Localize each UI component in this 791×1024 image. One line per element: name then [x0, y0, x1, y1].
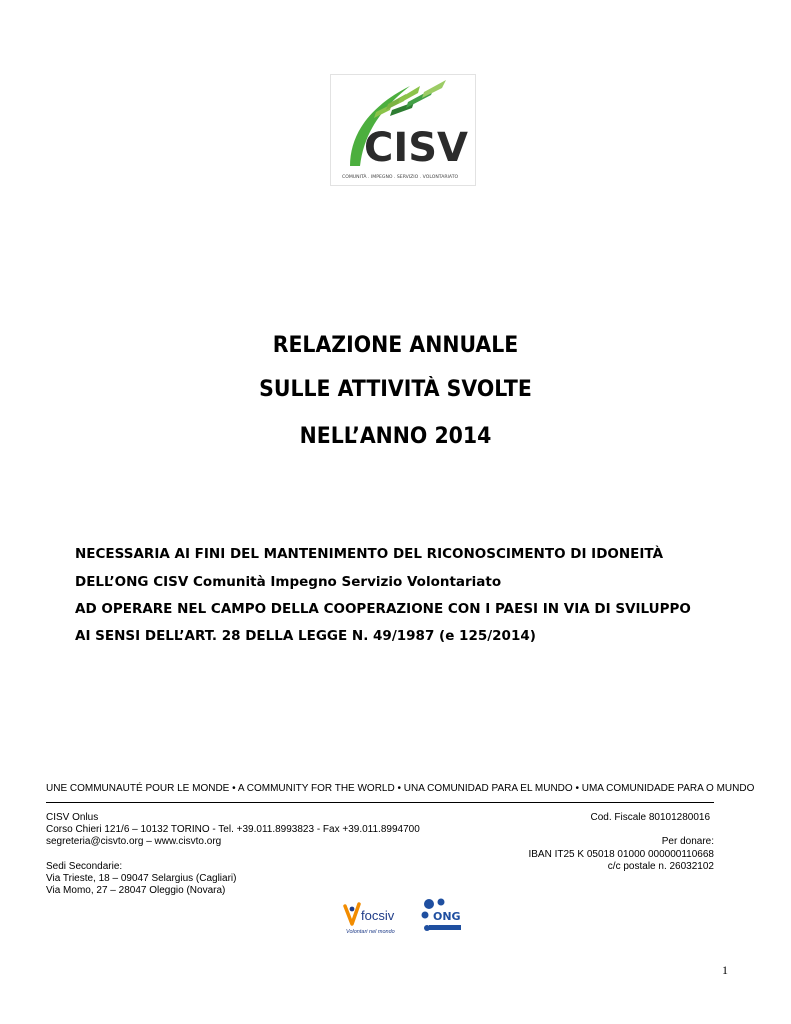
- donate-heading: Per donare:: [661, 836, 714, 847]
- logo-tagline: COMUNITÀ . IMPEGNO . SERVIZIO . VOLONTARIATO: [342, 175, 459, 180]
- focsiv-logo: [343, 900, 403, 936]
- org-address: Corso Chieri 121/6 – 10132 TORINO - Tel. +39.011.8993823 - Fax +39.011.8994700: [46, 824, 420, 835]
- subtitle-line-4: AI SENSI DELL’ART. 28 DELLA LEGGE N. 49/1987 (e 125/2014): [75, 628, 536, 644]
- focsiv-tagline: Volontari nel mondo: [346, 929, 395, 935]
- logo-wordmark: CISV: [364, 125, 469, 171]
- subtitle-line-2: DELL’ONG CISV Comunità Impegno Servizio Volontariato: [75, 574, 502, 590]
- cisv-logo-graphic: [330, 74, 476, 186]
- secondary-site-2: Via Momo, 27 – 28047 Oleggio (Novara): [46, 885, 226, 896]
- donate-postal: c/c postale n. 26032102: [607, 861, 714, 872]
- cisv-logo: [330, 74, 476, 186]
- secondary-site-1: Via Trieste, 18 – 09047 Selargius (Cagliari): [46, 873, 237, 884]
- focsiv-name: focsiv: [361, 908, 395, 923]
- secondary-sites-heading: Sedi Secondarie:: [46, 861, 123, 872]
- page-number: 1: [722, 963, 728, 977]
- org-name: CISV Onlus: [46, 812, 99, 823]
- report-title-line-2: SULLE ATTIVITÀ SVOLTE: [259, 377, 532, 402]
- coord-name: ONG: [433, 910, 461, 923]
- subtitle-line-1: NECESSARIA AI FINI DEL MANTENIMENTO DEL RICONOSCIMENTO DI IDONEITÀ: [75, 546, 664, 562]
- footer-divider: [46, 802, 714, 803]
- report-title-line-1: RELAZIONE ANNUALE: [272, 333, 519, 358]
- coordination-ong-logo: [419, 896, 465, 934]
- org-contacts: segreteria@cisvto.org – www.cisvto.org: [46, 836, 222, 847]
- coordination-ong-logo-graphic: [419, 896, 465, 934]
- footer-motto: UNE COMMUNAUTÉ POUR LE MONDE • A COMMUNITY FOR THE WORLD • UNA COMUNIDAD PARA EL MUNDO • UMA COMUNIDADE PARA O MUNDO: [46, 783, 755, 794]
- focsiv-logo-graphic: [343, 900, 403, 936]
- subtitle-line-3: AD OPERARE NEL CAMPO DELLA COOPERAZIONE CON I PAESI IN VIA DI SVILUPPO: [75, 601, 691, 617]
- fiscal-code: Cod. Fiscale 80101280016: [590, 812, 710, 823]
- donate-iban: IBAN IT25 K 05018 01000 000000110668: [528, 849, 714, 860]
- report-title-line-3: NELL’ANNO 2014: [299, 424, 492, 449]
